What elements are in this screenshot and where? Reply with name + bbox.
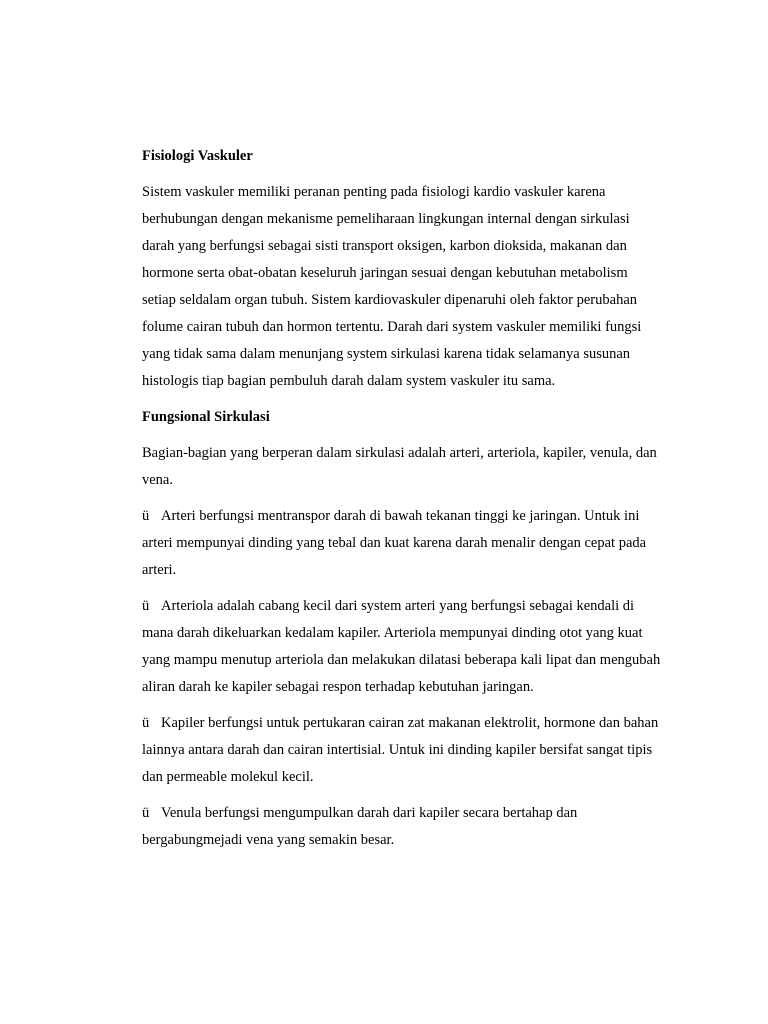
bullet-text-arteri: Arteri berfungsi mentranspor darah di bawah tekanan tinggi ke jaringan. Untuk ini arteri mempunyai dinding yang tebal dan kuat karena darah menalir dengan cepat pada arteri. bbox=[142, 508, 647, 578]
bullet-text-kapiler: Kapiler berfungsi untuk pertukaran cairan zat makanan elektrolit, hormone dan bahan lainnya antara darah dan cairan intertisial. Untuk ini dinding kapiler bersifat sangat tipis dan permeable molekul kecil. bbox=[142, 715, 659, 785]
checkmark-icon: ü bbox=[142, 598, 150, 614]
section-heading-fungsional-sirkulasi: Fungsional Sirkulasi bbox=[142, 409, 270, 425]
checkmark-icon: ü bbox=[142, 805, 150, 821]
bullet-item-arteri bbox=[142, 503, 662, 584]
section-heading-fisiologi-vaskuler: Fisiologi Vaskuler bbox=[142, 148, 253, 164]
checkmark-icon: ü bbox=[142, 715, 150, 731]
paragraph-fisiologi-vaskuler: Sistem vaskuler memiliki peranan penting pada fisiologi kardio vaskuler karena berhubungan dengan mekanisme pemeliharaan lingkungan internal dengan sirkulasi darah yang berfungsi sebagai sisti transport oksigen, karbon dioksida, makanan dan hormone serta obat-obatan keseluruh jaringan sesuai dengan kebutuhan metabolism setiap seldalam organ tubuh. Sistem kardiovaskuler dipenaruhi oleh faktor perubahan folume cairan tubuh dan hormon tertentu. Darah dari system vaskuler memiliki fungsi yang tidak sama dalam menunjang system sirkulasi karena tidak selamanya susunan histologis tiap bagian pembuluh darah dalam system vaskuler itu sama. bbox=[142, 184, 642, 389]
paragraph-fungsional-sirkulasi: Bagian-bagian yang berperan dalam sirkulasi adalah arteri, arteriola, kapiler, venula, dan vena. bbox=[142, 445, 657, 488]
checkmark-icon: ü bbox=[142, 508, 150, 524]
bullet-item-arteriola bbox=[142, 593, 662, 701]
bullet-text-arteriola: Arteriola adalah cabang kecil dari system arteri yang berfungsi sebagai kendali di mana darah dikeluarkan kedalam kapiler. Arteriola mempunyai dinding otot yang kuat yang mampu menutup arteriola dan melakukan dilatasi beberapa kali lipat dan mengubah aliran darah ke kapiler sebagai respon terhadap kebutuhan jaringan. bbox=[142, 598, 661, 695]
bullet-text-venula: Venula berfungsi mengumpulkan darah dari kapiler secara bertahap dan bergabungmejadi vena yang semakin besar. bbox=[142, 805, 578, 848]
document-page bbox=[142, 143, 662, 863]
bullet-item-venula bbox=[142, 800, 662, 854]
bullet-item-kapiler bbox=[142, 710, 662, 791]
